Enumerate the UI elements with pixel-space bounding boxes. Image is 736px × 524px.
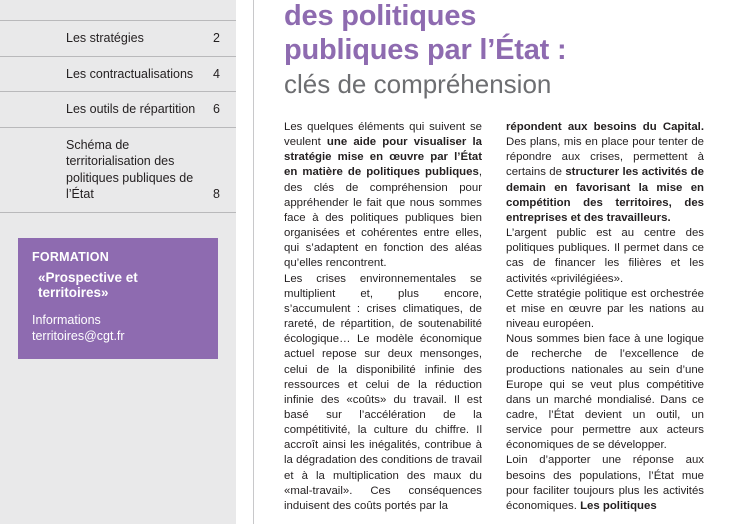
article-paragraph: L’argent public est au centre des politiques publiques. Il permet dans ce cas de financer les filières et les activités «privilégiées».	[506, 227, 704, 285]
article-main	[284, 0, 704, 524]
headline-line-2: publiques par l’État :	[284, 33, 567, 66]
article-paragraph: Nous sommes bien face à une logique de recherche de l’excellence de productions nationales au sein d’une Europe qui se veut plus compétitive dans un marché mondialisé. Dans ce cadre, l’État devient un outil, un service pour permettre aux acteurs économiques de se développer.	[506, 333, 704, 452]
toc-item[interactable]	[0, 92, 236, 128]
table-of-contents	[0, 20, 236, 213]
promo-title: «Prospective et territoires»	[38, 270, 138, 300]
toc-item[interactable]	[0, 57, 236, 93]
promo-info-label: Informations	[32, 313, 101, 327]
toc-item-label: Schéma de territorialisation des politiques publiques de l’État	[66, 137, 194, 201]
promo-kicker: FORMATION	[32, 250, 110, 264]
sidebar	[0, 0, 236, 524]
toc-item-page: 8	[213, 187, 220, 201]
page-title	[284, 0, 704, 67]
article-paragraph: répondent aux besoins du Capital. Des plans, mis en place pour tenter de répondre aux crises, permettent à certains de structurer les activités de demain en favorisant la mise en compétition des territoires, des entreprises et des travailleurs.	[506, 121, 704, 224]
article-paragraph: Cette stratégie politique est orchestrée et mise en œuvre par les nations au niveau européen.	[506, 287, 704, 331]
formation-promo-box	[18, 238, 218, 359]
article-columns	[284, 120, 704, 524]
toc-item-page: 2	[213, 31, 220, 45]
toc-item[interactable]	[0, 20, 236, 57]
toc-item-label: Les outils de répartition	[66, 102, 196, 116]
article-paragraph: Les crises environnementales se multiplient et, plus encore, s’accumulent : crises climatiques, de rareté, de répartition, de soutenabilité écologique… Le modèle économique actuel repose sur deux mensonges, celui de la disponibilité infinie des ressources et celui de la réduction infinie des «coûts» du travail. Il est basé sur l’accélération de la compétitivité, la culture du chiffre. Il accroît ainsi les inégalités, contribue à la dégradation des conditions de travail et à la multiplication des maux du «mal-travail». Ces conséquences induisent des coûts portés par la	[284, 272, 482, 512]
toc-item-page: 6	[213, 102, 220, 116]
toc-item-label: Les contractualisations	[66, 66, 194, 81]
article-column-right	[506, 120, 704, 524]
promo-contact-email[interactable]: territoires@cgt.fr	[32, 329, 125, 344]
toc-item[interactable]	[0, 128, 236, 213]
headline-line-1: des politiques	[284, 0, 477, 32]
article-column-left	[284, 120, 482, 524]
toc-item-label: Les stratégies	[66, 31, 144, 45]
article-paragraph: Les quelques éléments qui suivent se veulent une aide pour visualiser la stratégie mise en œuvre par l’État en matière de politiques publiques, des clés de compréhension pour appréhender le fait que nous sommes face à des politiques publiques bien organisées et cohérentes entre elles, qui s’adaptent en fonction des aléas qu’elles rencontrent.	[284, 121, 482, 270]
toc-item-page: 4	[213, 66, 220, 81]
article-paragraph: Loin d’apporter une réponse aux besoins des populations, l’État mue pour faciliter toujours plus les activités économiques. Les politiques	[506, 454, 704, 512]
page-subtitle: clés de compréhension	[284, 69, 552, 100]
column-divider	[253, 0, 254, 524]
